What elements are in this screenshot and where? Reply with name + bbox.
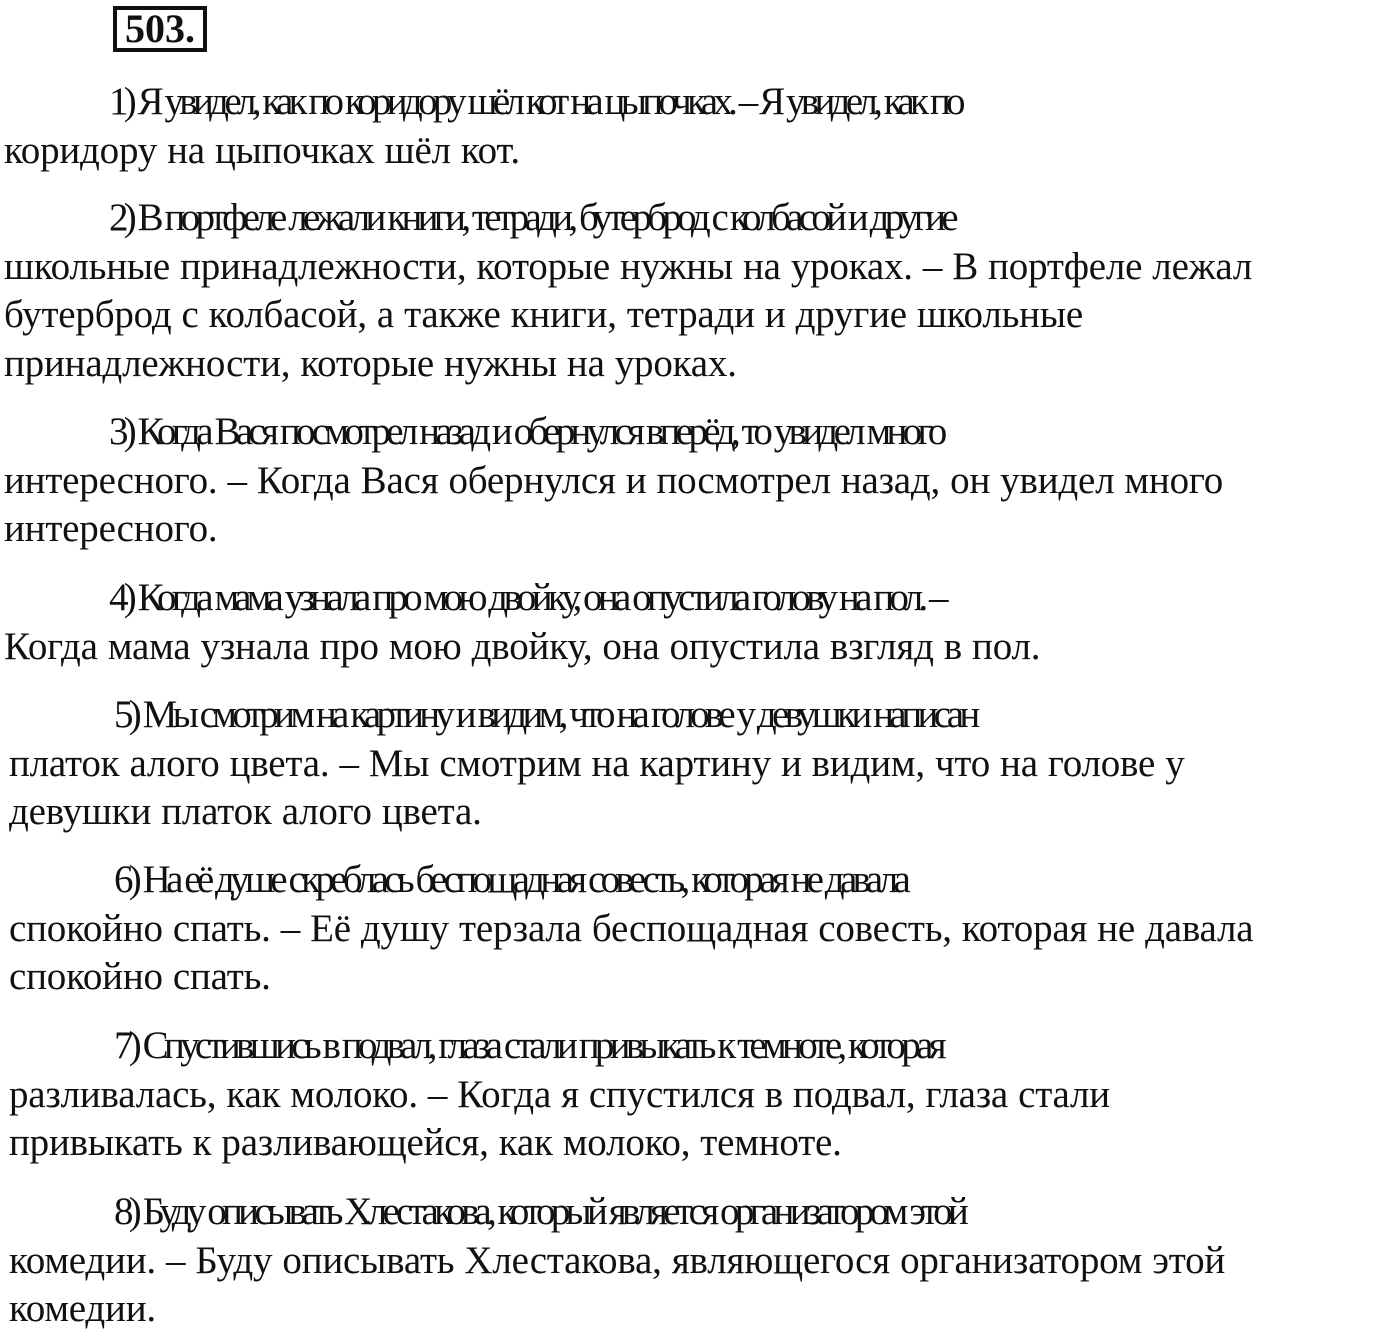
answer-line: 7) Спустившись в подвал, глаза стали привыкать к темноте, которая: [114, 1024, 942, 1067]
answer-item-3: [4, 408, 1398, 554]
answer-item-2: [4, 194, 1398, 388]
answer-line: 4) Когда мама узнала про мою двойку, она опустила голову на пол. –: [109, 576, 944, 619]
answer-line: интересного. – Когда Вася обернулся и посмотрел назад, он увидел много: [4, 458, 1224, 502]
answer-line: коридору на цыпочках шёл кот.: [4, 128, 520, 172]
answer-line: 8) Буду описывать Хлестакова, который является организатором этой: [114, 1190, 965, 1233]
answer-line: 6) На её душе скреблась беспощадная совесть, которая не давала: [114, 858, 907, 901]
answer-line: Когда мама узнала про мою двойку, она опустила взгляд в пол.: [4, 624, 1041, 668]
answer-item-8: [9, 1188, 1399, 1334]
answer-line: спокойно спать. – Её душу терзала беспощадная совесть, которая не давала: [9, 906, 1254, 950]
answer-line: разливалась, как молоко. – Когда я спустился в подвал, глаза стали: [9, 1072, 1110, 1116]
answer-line: платок алого цвета. – Мы смотрим на картину и видим, что на голове у: [9, 741, 1185, 785]
answer-item-6: [9, 856, 1399, 1002]
answer-line: бутерброд с колбасой, а также книги, тетради и другие школьные: [4, 293, 1083, 336]
exercise-number: 503.: [125, 6, 195, 51]
answer-item-7: [9, 1022, 1399, 1168]
answer-item-4: [4, 574, 1398, 671]
answer-line: интересного.: [4, 507, 218, 550]
answer-line: девушки платок алого цвета.: [9, 790, 482, 833]
answer-line: комедии. – Буду описывать Хлестакова, являющегося организатором этой: [9, 1238, 1226, 1282]
answer-item-1: [4, 78, 1398, 175]
answer-line: 2) В портфеле лежали книги, тетради, бутерброд с колбасой и другие: [109, 196, 954, 239]
answer-line: комедии.: [9, 1287, 156, 1330]
answer-line: спокойно спать.: [9, 955, 271, 998]
answer-line: 3) Когда Вася посмотрел назад и обернулся вперёд, то увидел много: [109, 410, 943, 453]
answer-line: привыкать к разливающейся, как молоко, темноте.: [9, 1121, 842, 1164]
answer-line: 5) Мы смотрим на картину и видим, что на голове у девушки написан: [114, 693, 976, 736]
exercise-number-box: [113, 6, 207, 52]
answer-line: школьные принадлежности, которые нужны на уроках. – В портфеле лежал: [4, 244, 1253, 288]
answer-item-5: [9, 691, 1399, 837]
answer-line: 1) Я увидел, как по коридору шёл кот на цыпочках. – Я увидел, как по: [109, 80, 961, 123]
answer-line: принадлежности, которые нужны на уроках.: [4, 341, 737, 385]
